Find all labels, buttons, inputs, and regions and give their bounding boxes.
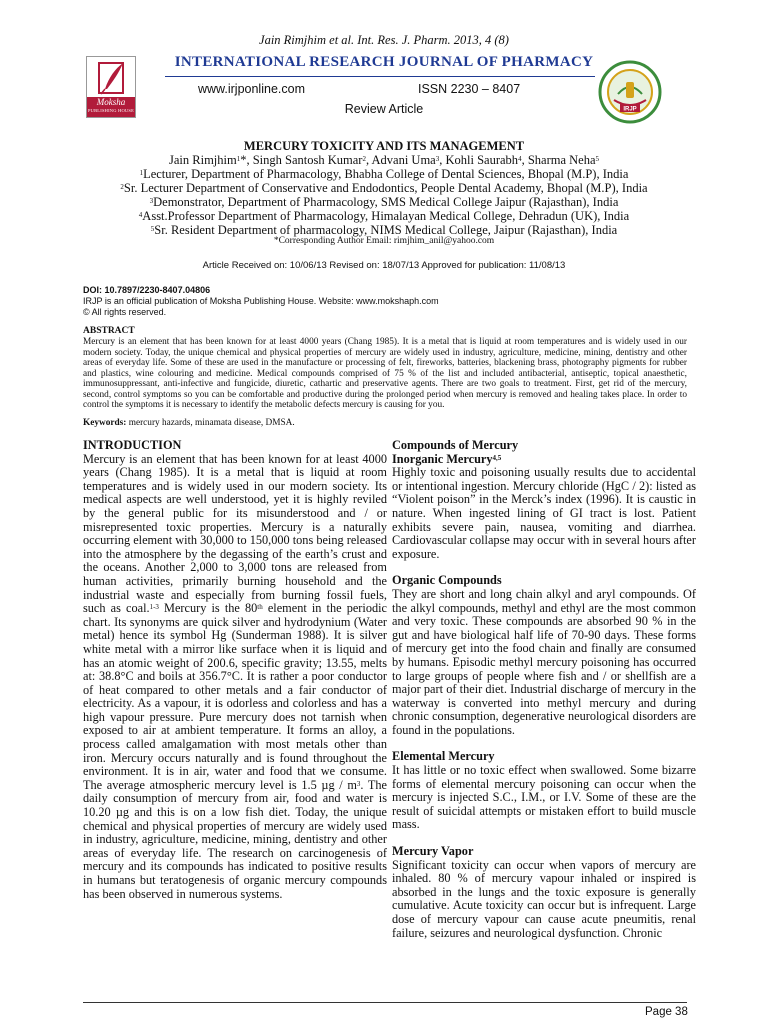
affiliation-5: $^5$Sr. Resident Department of pharmacology, NIMS Medical College, Jaipur (Rajasthan), India: [150, 223, 618, 237]
seal-text: IRJP: [623, 106, 637, 113]
compounds-heading: Compounds of Mercury: [392, 438, 519, 452]
article-title: MERCURY TOXICITY AND ITS MANAGEMENT: [243, 139, 525, 153]
header-divider: [165, 76, 595, 77]
keywords: Keywords: mercury hazards, minamata disease, DMSA.: [83, 418, 295, 428]
right-column: [392, 439, 696, 940]
page-number: Page 38: [645, 1006, 688, 1018]
affiliation-2: $^2$Sr. Lecturer Department of Conservative and Endodontics, People Dental Academy, Bhopal (M.P), India: [120, 181, 648, 195]
inorganic-heading: Inorganic Mercury$^{4,5}$: [392, 451, 502, 466]
abstract-heading: ABSTRACT: [83, 326, 135, 336]
abstract-text: Mercury is an element that has been known for at least 4000 years (Chang 1985). It is a metal that is liquid at room temperatures and is widely used in our modern society. Today, the unique chemical and physical properties of mercury are widely used in industry, agriculture, medicine, mining, dentistry and other areas of everyday life. Some of these are used in the manufacture or processing of felt, fireworks, batteries, blackening brass, photography pigments for rubber and plastics, wine colouring and medicine. Medical compounds comprised of 75 % of the list and included antibacterial, antiseptic, topical anaesthetic, immunosuppressant, anti-infective and fungicide, diuretic, cathartic and preservative agents. There are two goals to treatment. First, get rid of the mercury, second, control symptoms so you can be comfortable and productive during the prolonged period when mercury is removed and healing takes place. In order to control the symptoms it is necessary to identify the metabolic defects mercury is causing for you.: [83, 337, 687, 410]
organic-text: They are short and long chain alkyl and aryl compounds. Of the alkyl compounds, methyl and ethyl are the most common and very toxic. These compounds are absorbed 90 % in the gut and have biological half life of 70-90 days. These forms of mercury get into the food chain and finally are consumed by humans. Episodic methyl mercury poisoning has occurred to large groups of people where fish and / or shellfish are a major part of their diet. Industrial discharge of mercury in the waterway is converted into methyl mercury and during chronic consumption, degenerative neurological disorders are found in the populations.: [392, 586, 696, 737]
journal-issn: ISSN 2230 – 8407: [418, 82, 521, 96]
organic-heading: Organic Compounds: [392, 573, 502, 588]
affiliation-1: $^1$Lecturer, Department of Pharmacology, Bhabha College of Dental Sciences, Bhopal (M.P), India: [139, 167, 629, 181]
author-list: Jain Rimjhim$^1$*, Singh Santosh Kumar$^2$, Advani Uma$^3$, Kohli Saurabh$^4$, Sharma Neha$^5$: [169, 153, 599, 167]
running-head: Jain Rimjhim et al. Int. Res. J. Pharm. 2013, 4 (8): [259, 33, 509, 47]
introduction-heading: INTRODUCTION: [83, 438, 182, 452]
journal-title: INTERNATIONAL RESEARCH JOURNAL OF PHARMACY: [174, 54, 594, 70]
vapor-heading: Mercury Vapor: [392, 844, 474, 859]
corresponding-author: *Corresponding Author Email: rimjhim_anil@yahoo.com: [273, 236, 495, 246]
logo-text: Moksha: [96, 97, 126, 107]
rights: © All rights reserved.: [83, 307, 167, 317]
publisher-note: IRJP is an official publication of Moksha Publishing House. Website: www.mokshaph.com: [83, 296, 439, 306]
irjp-seal-icon: [598, 60, 662, 124]
article-type: Review Article: [344, 102, 424, 116]
inorganic-text: Highly toxic and poisoning usually results due to accidental or intentional ingestion. Mercury chloride (HgC / 2): listed as “Violent poison” in the Merck’s index (1996). It is caustic in nature. When ingested lining of GI tract is lost. Patient exhibits severe pain, nausea, vomiting and diarrhea. Cardiovascular collapse may occur with in several hours after exposure.: [392, 465, 696, 561]
elemental-heading: Elemental Mercury: [392, 749, 495, 764]
logo-subtext: PUBLISHING HOUSE: [87, 108, 135, 113]
footer-divider: [83, 1002, 687, 1003]
affiliation-3: $^3$Demonstrator, Department of Pharmacology, SMS Medical College Jaipur (Rajasthan), India: [149, 195, 619, 209]
received-dates: Article Received on: 10/06/13 Revised on: 18/07/13 Approved for publication: 11/08/13: [202, 260, 566, 271]
journal-website[interactable]: www.irjponline.com: [198, 82, 305, 96]
elemental-text: It has little or no toxic effect when swallowed. Some bizarre forms of elemental mercury poisoning can occur when the mercury is injected S.C., I.M., or I.V. Some of these are the result of suicidal attempts or mistaken effort to build muscle mass.: [392, 763, 696, 832]
affiliation-4: $^4$Asst.Professor Department of Pharmacology, Himalayan Medical College, Dehradun (UK), India: [138, 209, 630, 223]
introduction-text: Mercury is an element that has been known for at least 4000 years (Chang 1985). It is a metal that is liquid at room temperatures and is widely used in our modern society. Its medical aspects are well understood, yet it is highly reviled by the general public for its misunderstood and / or misrepresented toxic properties. Mercury is a naturally occurring element with 30,000 to 150,000 tons being released into the atmosphere by the degassing of the earth’s crust and the oceans. Another 2,000 to 3,000 tons are released from human activities, primarily burning household and the industrial waste and especially from burning fossil fuels, such as coal.$^{1-3}$ Mercury is the 80th element in the periodic chart. Its synonyms are quick silver and hydrodynium (Water metal) hence its symbol Hg (Sunderman 1988). It is silver white metal with a mirror like surface when it is liquid and has an atomic weight of 200.6, specific gravity; 13.55, melts at: 38.8°C and boils at 356.7°C. It is rather a poor conductor of heat compared to other metals and a fair conductor of electricity. As a vapour, it is odorless and colorless and has a high vapour pressure. Pure mercury does not tarnish when exposed to air at ambient temperature. It forms an alloy, a process called amalgamation with most metals other than iron. Mercury occurs naturally and is found throughout the environment. It is in air, water and food that we consume. The average atmospheric mercury level is 1.5 µg / $m^3$. The daily consumption of mercury from air, food and water is 10.20 µg and this is on a low fish diet. Today, the unique chemical and physical properties of mercury are widely used in industry, agriculture, medicine, mining, dentistry and other areas of everyday life. The research on carcinogenesis of mercury and its compounds has indicated to positive results in humans but teratogenesis of organic mercury compounds has been observed in numerous systems.: [83, 451, 388, 901]
vapor-text: Significant toxicity can occur when vapors of mercury are inhaled. 80 % of mercury vapour inhaled or inspired is absorbed in the lungs and the toxic exposure is generally cumulative. Acute toxicity can occur but is infrequent. Large dose of mercury vapour can cause acute pneumitis, renal failure, seizures and neurological dysfunction. Chronic: [392, 857, 696, 940]
left-column: [83, 439, 387, 901]
doi[interactable]: DOI: 10.7897/2230-8407.04806: [83, 285, 211, 295]
